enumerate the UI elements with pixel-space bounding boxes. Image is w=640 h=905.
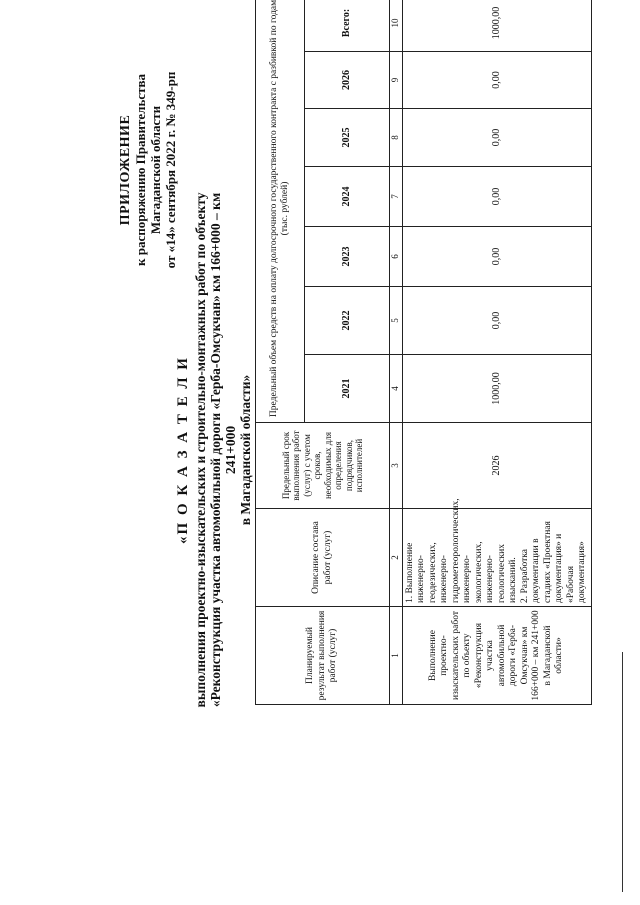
row-value-2026: 0,00 bbox=[402, 52, 591, 109]
column-number: 2 bbox=[390, 509, 403, 607]
column-number: 5 bbox=[390, 287, 403, 355]
row-result: Выполнение проектно-изыскательских работ по объекту «Реконструкция участка автомобильной дороги «Герба-Омсукчан» км 166+000 – км 241+000 в Магаданской области» bbox=[402, 607, 591, 705]
row-value-total: 1000,00 bbox=[402, 0, 591, 52]
appendix-block bbox=[118, 50, 178, 290]
heading-title: «П О К А З А Т Е Л И bbox=[175, 356, 191, 544]
header-row-1 bbox=[256, 0, 305, 705]
indicators-table bbox=[255, 0, 592, 705]
header-description: Описание состава работ (услуг) bbox=[256, 509, 390, 607]
header-funding: Предельный объем средств на оплату долгосрочного государственного контракта с разбивкой по годам (тыс. рублей) bbox=[256, 0, 305, 423]
heading-line-3: «Реконструкция участка автомобильной дороги «Герба-Омсукчан» км 166+000 – км 241+000 bbox=[208, 192, 238, 708]
heading-line-4: в Магаданской области» bbox=[238, 374, 253, 526]
row-deadline: 2026 bbox=[402, 423, 591, 509]
row-description-item-1: 1. Выполнение инженерно-геодезических, инженерно-гидрометеорологических, инженерно-экологических, инженерно-геологических изысканий. bbox=[404, 498, 518, 603]
header-total: Всего: bbox=[305, 0, 390, 52]
row-value-2022: 0,00 bbox=[402, 287, 591, 355]
header-year-2026: 2026 bbox=[305, 52, 390, 109]
appendix-line-3: от «14» сентября 2022 г. № 349-рп bbox=[163, 71, 178, 269]
column-number-row bbox=[390, 0, 403, 705]
header-year-2024: 2024 bbox=[305, 167, 390, 227]
document-heading bbox=[176, 170, 253, 730]
column-number: 3 bbox=[390, 423, 403, 509]
footer-divider bbox=[622, 652, 623, 892]
column-number: 6 bbox=[390, 227, 403, 287]
table-row bbox=[402, 0, 591, 705]
column-number: 10 bbox=[390, 0, 403, 52]
row-value-2025: 0,00 bbox=[402, 109, 591, 167]
header-deadline: Предельный срок выполнения работ (услуг) с учетом сроков, необходимых для определения подрядчиков, исполнителей bbox=[256, 423, 390, 509]
row-value-2021: 1000,00 bbox=[402, 355, 591, 423]
header-year-2022: 2022 bbox=[305, 287, 390, 355]
header-year-2025: 2025 bbox=[305, 109, 390, 167]
column-number: 7 bbox=[390, 167, 403, 227]
row-value-2024: 0,00 bbox=[402, 167, 591, 227]
appendix-line-2: Магаданской области bbox=[148, 105, 163, 235]
row-description bbox=[402, 498, 591, 607]
heading-line-2: выполнения проектно-изыскательских и строительно-монтажных работ по объекту bbox=[193, 192, 208, 708]
header-result: Планируемый результат выполнения работ (услуг) bbox=[256, 607, 390, 705]
column-number: 8 bbox=[390, 109, 403, 167]
header-year-2021: 2021 bbox=[305, 355, 390, 423]
row-value-2023: 0,00 bbox=[402, 227, 591, 287]
header-year-2023: 2023 bbox=[305, 227, 390, 287]
appendix-title: ПРИЛОЖЕНИЕ bbox=[118, 114, 133, 226]
row-description-item-2: 2. Разработка документации в стадиях «Проектная документация» и «Рабочая документация» bbox=[519, 521, 587, 603]
appendix-line-1: к распоряжению Правительства bbox=[133, 73, 148, 267]
column-number: 4 bbox=[390, 355, 403, 423]
column-number: 9 bbox=[390, 52, 403, 109]
column-number: 1 bbox=[390, 607, 403, 705]
